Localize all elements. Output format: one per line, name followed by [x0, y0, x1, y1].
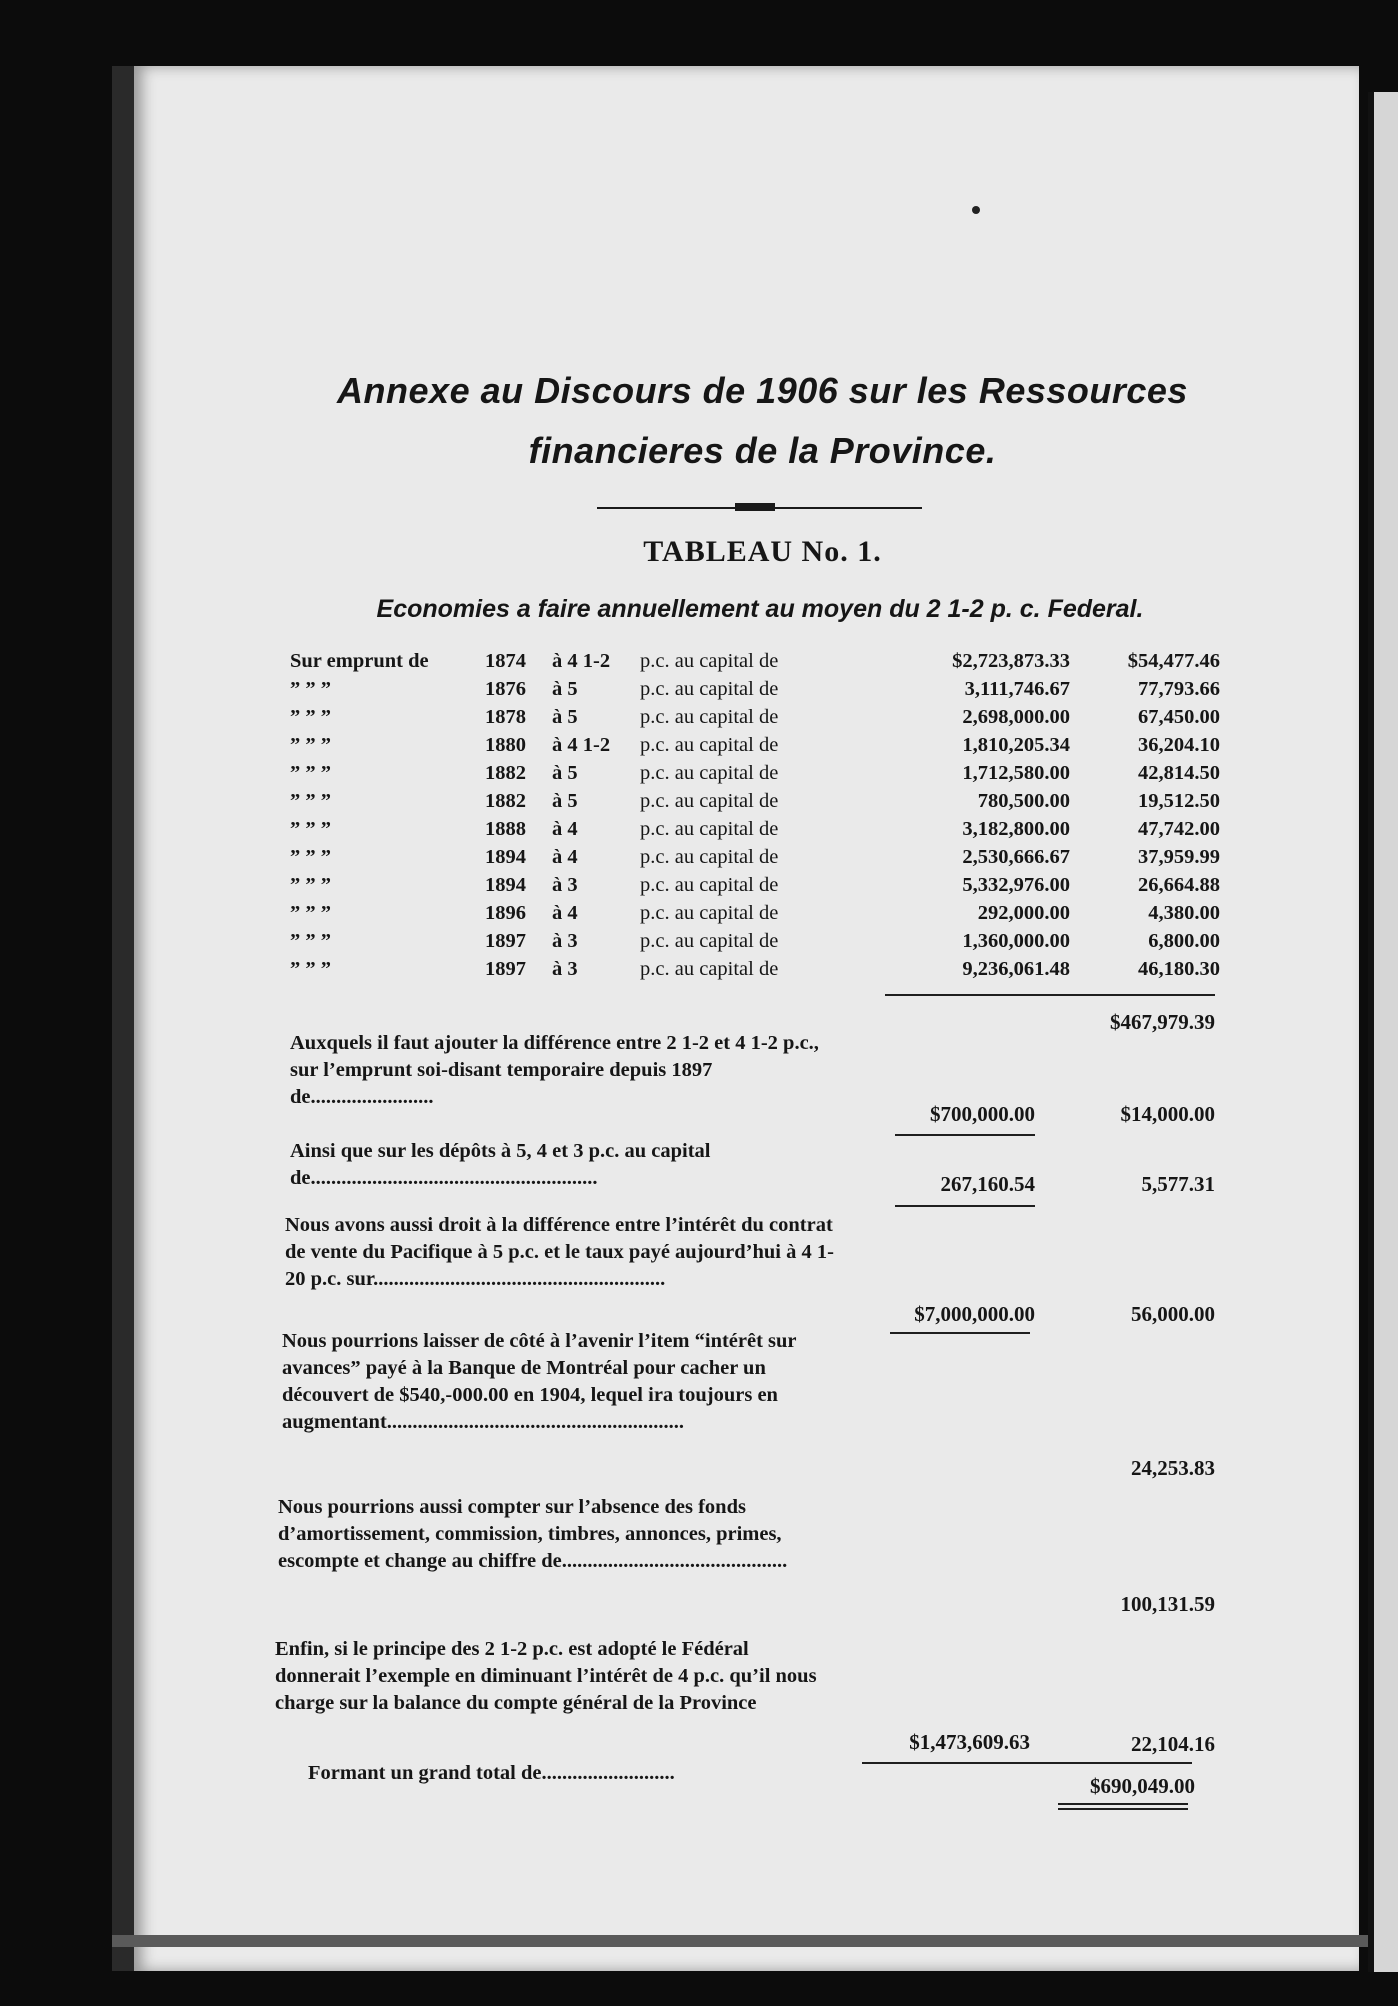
item-description: Ainsi que sur les dépôts à 5, 4 et 3 p.c. au capital de........................................................ [290, 1140, 711, 1189]
loan-prefix: ” ” ” [290, 678, 331, 700]
loan-capital: 3,182,800.00 [962, 818, 1070, 840]
loan-prefix: ” ” ” [290, 790, 331, 812]
adjacent-page-edge [1368, 92, 1398, 1972]
document-title-line1: Annexe au Discours de 1906 sur les Ressources [337, 370, 1188, 411]
loan-year: 1874 [485, 650, 526, 672]
loan-year: 1897 [485, 930, 526, 952]
loan-capital-label: p.c. au capital de [640, 930, 779, 952]
loan-interest: 26,664.88 [1138, 874, 1220, 896]
loan-rate: à 5 [552, 706, 578, 728]
loan-prefix: ” ” ” [290, 734, 331, 756]
loan-row [290, 762, 1220, 790]
loan-year: 1894 [485, 874, 526, 896]
loan-capital-label: p.c. au capital de [640, 874, 779, 896]
loan-capital: 3,111,746.67 [964, 678, 1070, 700]
item-description: Nous pourrions aussi compter sur l’absence des fonds d’amortissement, commission, timbres, annonces, primes, escompte et change au chiffre de............................................ [278, 1496, 788, 1572]
loan-rate: à 3 [552, 874, 578, 896]
item-description: Nous avons aussi droit à la différence entre l’intérêt du contrat de vente du Pacifique à 5 p.c. et le taux payé aujourd’hui à 4 1-20 p.c. sur......................................................... [285, 1214, 834, 1290]
loan-row [290, 678, 1220, 706]
loan-row [290, 930, 1220, 958]
loan-interest: 47,742.00 [1138, 818, 1220, 840]
loan-year: 1897 [485, 958, 526, 980]
loan-prefix: ” ” ” [290, 902, 331, 924]
loan-row [290, 650, 1220, 678]
loan-capital: 9,236,061.48 [962, 958, 1070, 980]
loan-row [290, 706, 1220, 734]
document-title-line2: financieres de la Province. [528, 430, 997, 471]
loan-prefix: ” ” ” [290, 846, 331, 868]
loan-year: 1878 [485, 706, 526, 728]
loan-prefix: ” ” ” [290, 762, 331, 784]
loan-rate: à 5 [552, 762, 578, 784]
double-underline-bottom [1058, 1808, 1188, 1810]
loan-interest: 19,512.50 [1138, 790, 1220, 812]
loan-prefix: ” ” ” [290, 874, 331, 896]
loan-capital: 780,500.00 [977, 790, 1070, 812]
item-interest: 24,253.83 [1131, 1456, 1215, 1480]
loan-row [290, 734, 1220, 762]
loan-capital-label: p.c. au capital de [640, 846, 779, 868]
item-capital: $7,000,000.00 [914, 1302, 1035, 1326]
item-interest: $14,000.00 [1120, 1102, 1215, 1126]
sum-rule [885, 994, 1215, 996]
item-interest: 56,000.00 [1131, 1302, 1215, 1326]
loan-interest: 67,450.00 [1138, 706, 1220, 728]
loan-rate: à 3 [552, 930, 578, 952]
item-description: Auxquels il faut ajouter la différence entre 2 1-2 et 4 1-2 p.c., sur l’emprunt soi-disant temporaire depuis 1897 de........................ [290, 1032, 819, 1108]
loan-year: 1880 [485, 734, 526, 756]
loan-capital: 1,712,580.00 [962, 762, 1070, 784]
grand-total-value: $690,049.00 [1090, 1774, 1195, 1798]
loan-rate: à 4 [552, 902, 578, 924]
loan-prefix: ” ” ” [290, 818, 331, 840]
loan-year: 1888 [485, 818, 526, 840]
grand-total-label: Formant un grand total de.......................... [308, 1762, 675, 1784]
title-divider-ornament [735, 503, 775, 511]
loan-year: 1894 [485, 846, 526, 868]
loan-capital: 2,698,000.00 [962, 706, 1070, 728]
loan-interest: 77,793.66 [1138, 678, 1220, 700]
loan-rate: à 4 1-2 [552, 650, 611, 672]
loan-row [290, 790, 1220, 818]
loan-year: 1882 [485, 790, 526, 812]
loan-rate: à 5 [552, 790, 578, 812]
loan-capital-label: p.c. au capital de [640, 818, 779, 840]
loan-prefix: ” ” ” [290, 930, 331, 952]
loan-rate: à 3 [552, 958, 578, 980]
loan-year: 1896 [485, 902, 526, 924]
item-capital: $1,473,609.63 [909, 1730, 1030, 1754]
loan-row [290, 818, 1220, 846]
loan-interest: $54,477.46 [1127, 650, 1220, 672]
loan-year: 1882 [485, 762, 526, 784]
page-bottom-edge [112, 1935, 1368, 1947]
loan-interest: 36,204.10 [1138, 734, 1220, 756]
loan-prefix: Sur emprunt de [290, 650, 429, 672]
loan-row [290, 846, 1220, 874]
loan-interest: 4,380.00 [1148, 902, 1220, 924]
loan-rate: à 4 [552, 818, 578, 840]
loan-capital: 1,810,205.34 [962, 734, 1070, 756]
loan-prefix: ” ” ” [290, 958, 331, 980]
subtotal-value: $467,979.39 [1110, 1010, 1215, 1034]
loan-capital-label: p.c. au capital de [640, 790, 779, 812]
loan-row [290, 874, 1220, 902]
table-heading: TABLEAU No. 1. [643, 535, 882, 568]
loan-capital-label: p.c. au capital de [640, 650, 779, 672]
item-interest: 22,104.16 [1131, 1732, 1215, 1756]
item-description: Enfin, si le principe des 2 1-2 p.c. est adopté le Fédéral donnerait l’exemple en diminuant l’intérêt de 4 p.c. qu’il nous charge sur la balance du compte général de la Province [275, 1638, 817, 1714]
loan-capital: 2,530,666.67 [962, 846, 1070, 868]
loan-capital-label: p.c. au capital de [640, 902, 779, 924]
item-capital: $700,000.00 [930, 1102, 1035, 1126]
item-rule [890, 1332, 1030, 1334]
loan-capital-label: p.c. au capital de [640, 706, 779, 728]
loan-capital: 1,360,000.00 [962, 930, 1070, 952]
loan-row [290, 958, 1220, 986]
double-underline-top [1058, 1803, 1188, 1805]
loan-capital-label: p.c. au capital de [640, 958, 779, 980]
item-interest: 100,131.59 [1120, 1592, 1215, 1616]
item-rule [895, 1134, 1035, 1136]
loan-rate: à 4 [552, 846, 578, 868]
loan-capital: $2,723,873.33 [952, 650, 1070, 672]
loan-interest: 6,800.00 [1148, 930, 1220, 952]
loan-year: 1876 [485, 678, 526, 700]
loan-capital-label: p.c. au capital de [640, 762, 779, 784]
loan-prefix: ” ” ” [290, 706, 331, 728]
loan-capital: 5,332,976.00 [962, 874, 1070, 896]
item-rule [895, 1205, 1035, 1207]
loan-rate: à 4 1-2 [552, 734, 611, 756]
table-subtitle: Economies a faire annuellement au moyen du 2 1-2 p. c. Federal. [376, 595, 1144, 623]
loan-row [290, 902, 1220, 930]
loan-capital-label: p.c. au capital de [640, 678, 779, 700]
loan-capital: 292,000.00 [977, 902, 1070, 924]
item-description: Nous pourrions laisser de côté à l’avenir l’item “intérêt sur avances” payé à la Banque de Montréal pour cacher un découvert de $540,-000.00 en 1904, lequel ira toujours en augmentant.......................................................... [282, 1330, 797, 1433]
item-capital: 267,160.54 [940, 1172, 1035, 1196]
loan-rate: à 5 [552, 678, 578, 700]
item-interest: 5,577.31 [1141, 1172, 1215, 1196]
loan-interest: 42,814.50 [1138, 762, 1220, 784]
total-rule [862, 1762, 1192, 1764]
loan-capital-label: p.c. au capital de [640, 734, 779, 756]
loan-interest: 37,959.99 [1138, 846, 1220, 868]
loan-interest: 46,180.30 [1138, 958, 1220, 980]
ink-dot [972, 206, 980, 214]
